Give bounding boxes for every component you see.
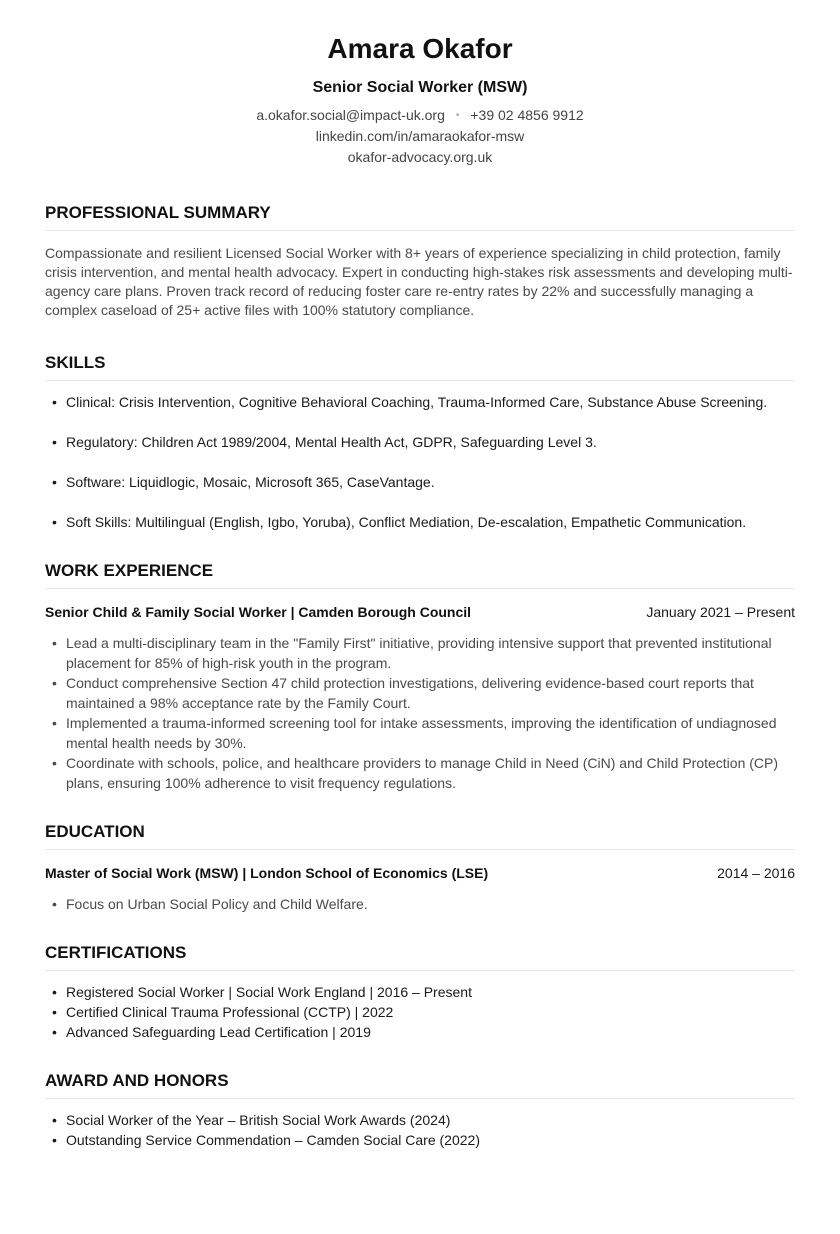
section-heading: AWARD AND HONORS [45,1070,795,1099]
contact-line-primary [45,105,795,126]
list-item: • Coordinate with schools, police, and healthcare providers to manage Child in Need (CiN) and Child Protection (CP) plans, ensuring 100% adherence to visit frequency regulations. [45,753,795,793]
list-item: • Soft Skills: Multilingual (English, Igbo, Yoruba), Conflict Mediation, De-escalation, Empathetic Communication. [45,512,795,532]
list-item: • Advanced Safeguarding Lead Certification | 2019 [45,1022,795,1042]
job-role: Senior Child & Family Social Worker | Camden Borough Council [45,604,472,620]
awards-list [45,1110,795,1150]
website-link[interactable]: okafor-advocacy.org.uk [347,149,493,165]
list-item: • Certified Clinical Trauma Professional (CCTP) | 2022 [45,1002,795,1022]
section-heading: WORK EXPERIENCE [45,560,795,589]
candidate-title: Senior Social Worker (MSW) [312,79,528,96]
section-awards [45,1070,795,1150]
resume-header [45,30,795,168]
education-bullets [45,894,795,914]
degree-title: Master of Social Work (MSW) | London School of Economics (LSE) [45,865,489,881]
list-item: • Conduct comprehensive Section 47 child protection investigations, delivering evidence-based court reports that maintained a 98% acceptance rate by the Family Court. [45,673,795,713]
section-heading: CERTIFICATIONS [45,942,795,971]
education-entry-header [45,863,795,883]
section-professional-summary [45,202,795,320]
candidate-name: Amara Okafor [327,33,513,64]
section-heading: SKILLS [45,352,795,381]
section-heading: EDUCATION [45,821,795,850]
section-skills [45,352,795,532]
list-item: • Lead a multi-disciplinary team in the "Family First" initiative, providing intensive support that prevented institutional placement for 85% of high-risk youth in the program. [45,633,795,673]
education-dates: 2014 – 2016 [717,865,795,881]
summary-text: Compassionate and resilient Licensed Social Worker with 8+ years of experience specializing in child protection, family crisis intervention, and mental health advocacy. Expert in conducting high-stakes risk assessments and developing multi-agency care plans. Proven track record of reducing foster care re-entry rates by 22% and successfully managing a complex caseload of 25+ active files with 100% statutory compliance. [45,245,793,318]
list-item: • Registered Social Worker | Social Work England | 2016 – Present [45,982,795,1002]
job-entry-header [45,602,795,622]
list-item: • Clinical: Crisis Intervention, Cognitive Behavioral Coaching, Trauma-Informed Care, Substance Abuse Screening. [45,392,795,412]
skills-list [45,392,795,532]
certifications-list [45,982,795,1042]
email-link[interactable]: a.okafor.social@impact-uk.org [256,107,445,123]
contact-separator: • [455,110,460,121]
contact-line-website [45,147,795,168]
list-item: • Social Worker of the Year – British Social Work Awards (2024) [45,1110,795,1130]
section-work-experience [45,560,795,793]
phone-number[interactable]: +39 02 4856 9912 [470,107,584,123]
job-dates: January 2021 – Present [646,604,795,620]
list-item: • Regulatory: Children Act 1989/2004, Mental Health Act, GDPR, Safeguarding Level 3. [45,432,795,452]
job-bullets [45,633,795,793]
list-item: • Implemented a trauma-informed screening tool for intake assessments, improving the identification of undiagnosed mental health needs by 30%. [45,713,795,753]
section-education [45,821,795,914]
section-heading: PROFESSIONAL SUMMARY [45,202,795,231]
contact-line-linkedin [45,126,795,147]
list-item: • Software: Liquidlogic, Mosaic, Microsoft 365, CaseVantage. [45,472,795,492]
list-item: • Focus on Urban Social Policy and Child Welfare. [45,894,795,914]
list-item: • Outstanding Service Commendation – Camden Social Care (2022) [45,1130,795,1150]
linkedin-link[interactable]: linkedin.com/in/amaraokafor-msw [315,128,525,144]
section-certifications [45,942,795,1042]
